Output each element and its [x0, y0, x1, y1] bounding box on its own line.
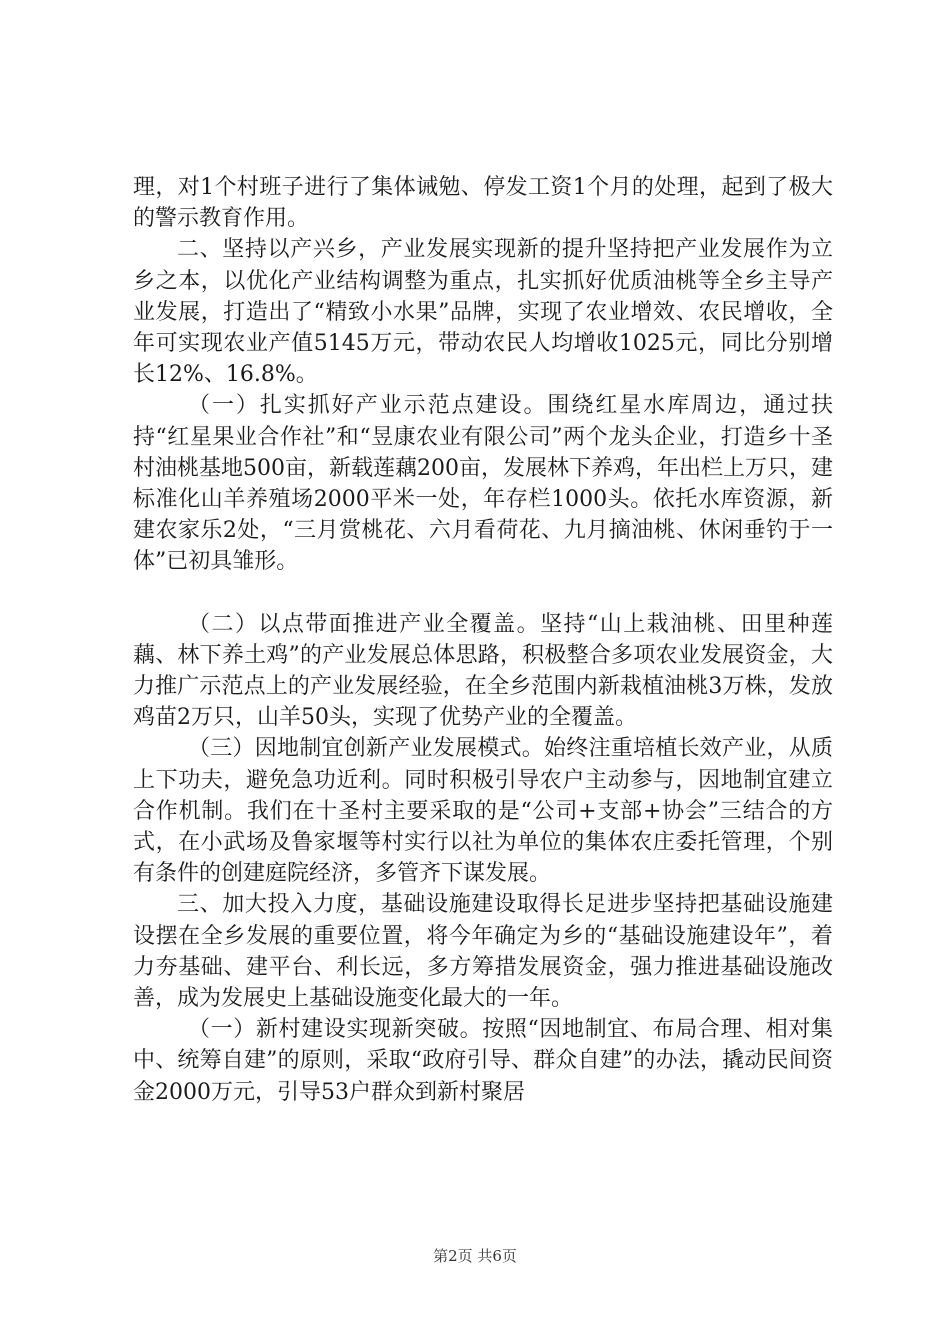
- page-footer: 第2页 共6页: [433, 1247, 517, 1265]
- paragraph-gap: [133, 578, 833, 609]
- paragraph-subsection-two: （二）以点带面推进产业全覆盖。坚持“山上栽油桃、田里种莲藕、林下养土鸡”的产业发展总体思路，积极整合多项农业发展资金，大力推广示范点上的产业发展经验，在全乡范围内新栽植油桃3万株，发放鸡苗2万只，山羊50头，实现了优势产业的全覆盖。: [133, 611, 833, 731]
- paragraph-section-two: 二、坚持以产兴乡，产业发展实现新的提升坚持把产业发展作为立乡之本，以优化产业结构调整为重点，扎实抓好优质油桃等全乡主导产业发展，打造出了“精致小水果”品牌，实现了农业增效、农民增收，全年可实现农业产值5145万元，带动农民人均增收1025元，同比分别增长12%、16.8%。: [133, 237, 833, 388]
- paragraph-subsection-new-village: （一）新村建设实现新突破。按照“因地制宜、布局合理、相对集中、统筹自建”的原则，采取“政府引导、群众自建”的办法，撬动民间资金2000万元，引导53户群众到新村聚居: [133, 1017, 833, 1105]
- paragraph-subsection-one: （一）扎实抓好产业示范点建设。围绕红星水库周边，通过扶持“红星果业合作社”和“昱康农业有限公司”两个龙头企业，打造乡十圣村油桃基地500亩，新载莲藕200亩，发展林下养鸡，年出栏上万只，建标准化山羊养殖场2000平米一处，年存栏1000头。依托水库资源，新建农家乐2处，“三月赏桃花、六月看荷花、九月摘油桃、休闲垂钓于一体”已初具雏形。: [133, 393, 833, 575]
- paragraph-subsection-three: （三）因地制宜创新产业发展模式。始终注重培植长效产业，从质上下功夫，避免急功近利。同时积极引导农户主动参与，因地制宜建立合作机制。我们在十圣村主要采取的是“公司+支部+协会”三结合的方式，在小武场及鲁家堰等村实行以社为单位的集体农庄委托管理，个别有条件的创建庭院经济，多管齐下谋发展。: [133, 736, 833, 887]
- paragraph-section-three: 三、加大投入力度，基础设施建设取得长足进步坚持把基础设施建设摆在全乡发展的重要位置，将今年确定为乡的“基础设施建设年”，着力夯基础、建平台、利长远，多方筹措发展资金，强力推进基础设施改善，成为发展史上基础设施变化最大的一年。: [133, 892, 833, 1012]
- document-body: [133, 172, 833, 1108]
- paragraph-continued: 理，对1个村班子进行了集体诫勉、停发工资1个月的处理，起到了极大的警示教育作用。: [133, 175, 833, 232]
